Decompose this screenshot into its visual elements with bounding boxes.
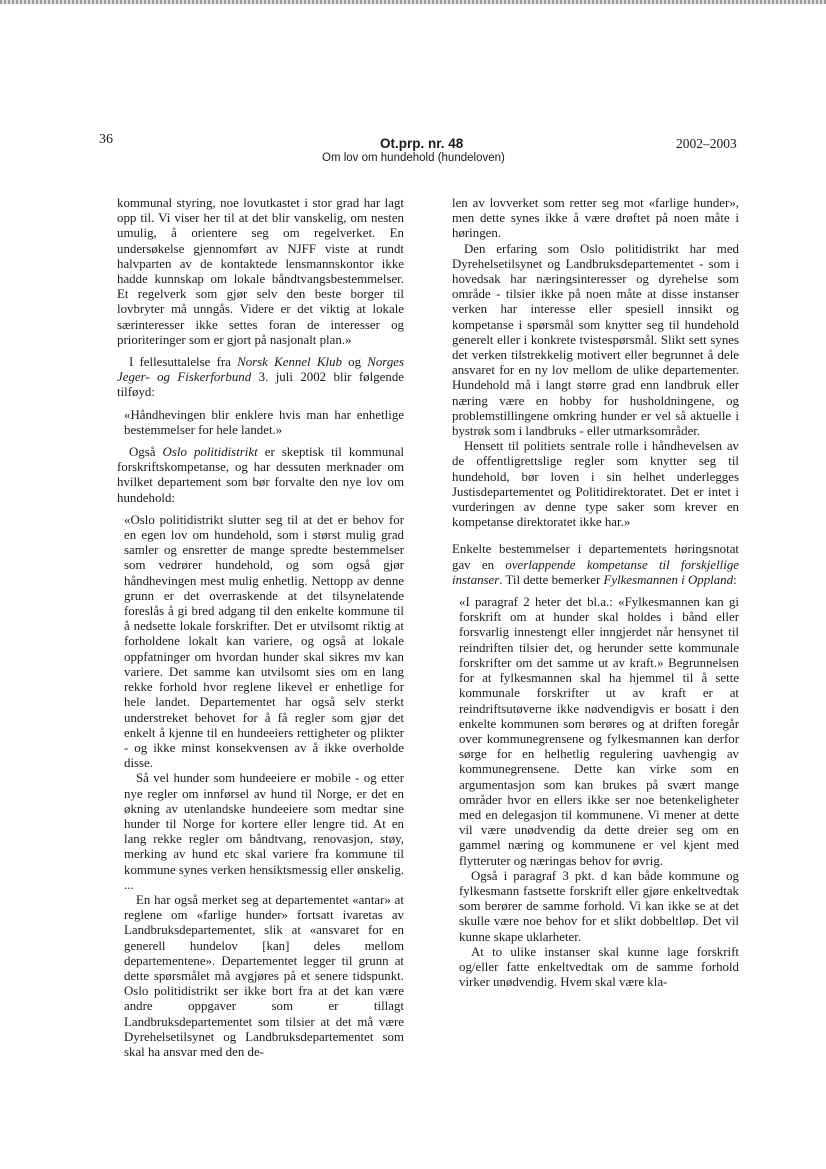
emphasis: overlappende kompetanse til forskjellige instanser: [452, 557, 739, 587]
page-number: 36: [99, 132, 113, 147]
paragraph: I fellesuttalelse fra Norsk Kennel Klub og Norges Jeger- og Fiskerforbund 3. juli 2002 blir følgende tilføyd:: [117, 355, 405, 400]
quote: «Håndhevingen blir enklere hvis man har enhetlige bestemmelser for hele landet.»: [124, 407, 404, 437]
quote: At to ulike instanser skal kunne lage forskrift og/eller fatte enkeltvedtak om de samme forhold virker unødvendig. Hvem skal være kla-: [459, 944, 739, 990]
paragraph: kommunal styring, noe lovutkastet i stor grad har lagt opp til. Vi viser her til at det blir vanskelig, om nesten umulig, å orientere seg om regelverket. En undersøkelse gjennomført av NJFF viste at rundt halvparten av de kontaktede lensmannskontor ikke hadde kunnskap om lokale båndtvangsbestemmelser. Et regelverk som gjør selv den beste borger til lovbryter må unngås. Videre er det viktig at lokale særinteresser ikke settes foran de interesser og prioriteringer som er gjort på nasjonalt plan.»: [117, 196, 404, 347]
quote: Så vel hunder som hundeeiere er mobile - og etter nye regler om innførsel av hund til Norge, er det en økning av utenlandske hundeeiere som medtar sine hunder til Norge for kortere eller lengre tid. At en lang rekke regler om båndtvang, renovasjon, støy, merking av hund etc skal variere fra kommune til kommune synes verken hensiktsmessig eller ønskelig. ...: [124, 771, 404, 892]
right-column: [452, 196, 739, 990]
paragraph: Den erfaring som Oslo politidistrikt har med Dyrehelsetilsynet og Landbruksdepartementet - som i hovedsak har næringsinteresser og dyrehelse som område - tilsier ikke på noen måte at disse instanser verken har interesse eller spesiell innsikt og kompetanse i spørsmål som knytter seg til hundehold generelt eller i konkrete tvistespørsmål. Slikt sett synes det verken tilstrekkelig motivert eller begrunnet å dele ansvaret for en ny lov mellom de ulike departementer. Hundehold må i langt større grad enn landbruk eller næring være en hobby for husholdningene, og problemstillingene omkring hunder er vel så aktuelle i bystrøk som i landbruks - eller utmarksområder.: [452, 241, 739, 439]
organization-name: Oslo politidistrikt: [162, 445, 258, 460]
document-title: Ot.prp. nr. 48: [380, 136, 464, 151]
organization-name: Norsk Kennel Klub: [237, 355, 342, 370]
organization-name: Norges Jeger- og Fiskerforbund: [117, 355, 405, 385]
paragraph: Enkelte bestemmelser i departementets høringsnotat gav en overlappende kompetanse til forskjellige instanser. Til dette bemerker Fylkesmannen i Oppland:: [452, 542, 739, 587]
left-column: [117, 196, 404, 1060]
paragraph: Hensett til politiets sentrale rolle i håndhevelsen av de offentligrettslige regler som knytter seg til hundehold, bør loven i sin helhet underlegges Justisdepartementet og Politidirektoratet. Det er intet i vurderingen av denne type saker som krever en kompetanse direktoratet ikke har.»: [452, 439, 739, 530]
scan-edge: [0, 0, 826, 4]
quote: Også i paragraf 3 pkt. d kan både kommune og fylkesmann fastsette forskrift eller gjøre enkeltvedtak som berører de samme forhold. Vi kan ikke se at det skulle være noe behov for et slikt dobbeltløp. Det vil kunne skape uklarheter.: [459, 868, 739, 944]
organization-name: Fylkesmannen i Oppland: [603, 572, 734, 587]
paragraph: len av lovverket som retter seg mot «farlige hunder», men dette synes ikke å være drøftet på noen måte i høringen.: [452, 196, 739, 241]
quote: «Oslo politidistrikt slutter seg til at det er behov for en egen lov om hundehold, som i størst mulig grad samler og ensretter de mange spredte bestemmelser som vedrører hundehold, og som også gjør håndhevingen mest mulig enhetlig. Nettopp av denne grunn er det overraskende at det tilsynelatende foreslås å gi bred adgang til den enkelte kommune til å nedsette lokale forskrifter. Det er utvilsomt riktig at forholdene lokalt kan variere, og også at lokale oppfatninger om hvordan hunder skal sikres mv kan variere. Det samme kan utvilsomt sies om en lang rekke forhold hvor reglene likevel er enhetlige for hele landet. Departementet har også selv sterkt understreket behovet for å få regler som gjør det enkelt å kjenne til en hundeeiers rettigheter og plikter - og ikke minst konsekvensen av å ikke overholde disse.: [124, 512, 404, 771]
document-subtitle: Om lov om hundehold (hundeloven): [322, 152, 505, 164]
quote: «I paragraf 2 heter det bl.a.: «Fylkesmannen kan gi forskrift om at hunder skal holdes i bånd eller forsvarlig innestengt eller inngjerdet når hensynet til reindriften tilsier det, og herunder sette kommunale forskrifter om det samme ut av kraft.» Begrunnelsen for at fylkesmannen skal ha hjemmel til å sette kommunale forskrifter ut av kraft er at reindriftsutøverne ikke nødvendigvis er bosatt i den enkelte kommunen som berøres og at driften foregår over kommunegrensene og fylkesmannen kan derfor sørge for en helhetlig regulering uavhengig av kommunegrensene. Dette kan virke som en argumentasjon som kan brukes på svært mange områder hvor en ellers ikke ser noe betenkeligheter med en delegasjon til kommunene. Vi mener at dette vil være unødvendig da dette dreier seg om en gammel næring og kommunene er vel kjent med flytteruter og næringas behov for øvrig.: [459, 595, 739, 868]
quote: En har også merket seg at departementet «antar» at reglene om «farlige hunder» fortsatt ivaretas av Landbruksdepartementet, slik at «ansvaret for en generell hundelov [kan] deles mellom departementene». Departementet legger til grunn at dette spørsmålet må avgjøres på et senere tidspunkt. Oslo politidistrikt ser ikke bort fra at det kan være andre oppgaver som er tillagt Landbruksdepartementet som tilsier at det må være Dyrehelsetilsynet og Landbruksdepartementet som skal ha ansvar med den de-: [124, 892, 404, 1059]
document-year: 2002–2003: [676, 136, 737, 151]
paragraph: Også Oslo politidistrikt er skeptisk til kommunal forskriftskompetanse, og har dessuten merknader om hvilket departement som bør forvalte den nye lov om hundehold:: [117, 445, 404, 505]
